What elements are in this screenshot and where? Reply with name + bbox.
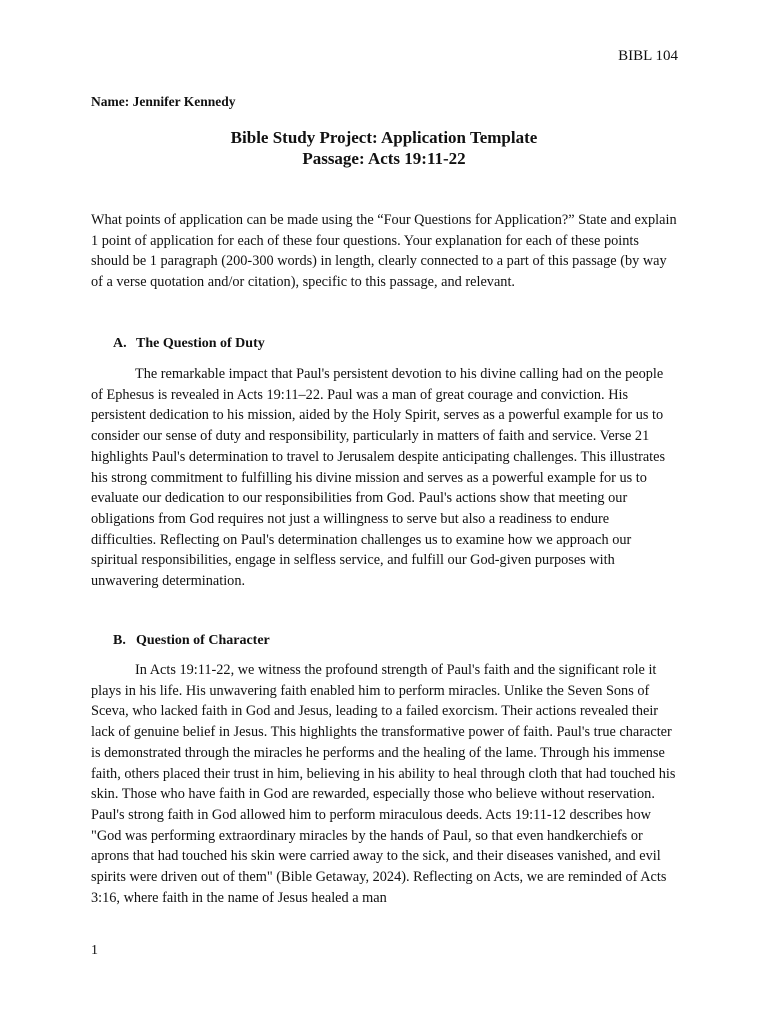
section-body-character: In Acts 19:11-22, we witness the profound strength of Paul's faith and the significant role it plays in his life. His unwavering faith enabled him to perform miracles. Unlike the Seven Sons of Sceva, who lacked faith in God and Jesus, leading to a failed exorcism. Their actions revealed their lack of genuine belief in Jesus. This highlights the transformative power of faith. Paul's true character is demonstrated through the miracles he performs and the healing of the lame. Through his immense faith, others placed their trust in him, believing in his ability to heal through cloth that had touched his skin. Those who have faith in God are rewarded, especially those who believe without reservation. Paul's strong faith in God allowed him to perform miraculous deeds. Acts 19:11-12 describes how "God was performing extraordinary miracles by the hands of Paul, so that even handkerchiefs or aprons that had touched his skin were carried away to the sick, and their diseases vanished, and evil spirits were driven out of them" (Bible Getaway, 2024). Reflecting on Acts, we are reminded of Acts 3:16, where faith in the name of Jesus healed a man bbox=[91, 662, 676, 906]
section-body-duty: The remarkable impact that Paul's persistent devotion to his divine calling had on the people of Ephesus is revealed in Acts 19:11–22. Paul was a man of great courage and conviction. His persistent dedication to his mission, aided by the Holy Spirit, serves as a powerful example for us to consider our sense of duty and responsibility, particularly in matters of faith and service. Verse 21 highlights Paul's determination to travel to Jerusalem despite anticipating challenges. This illustrates his strong commitment to fulfilling his divine mission and serves as a powerful example for us to evaluate our dedication to our responsibilities from God. Paul's actions show that meeting our obligations from God requires not just a willingness to serve but also a readiness to endure difficulties. Reflecting on Paul's determination challenges us to examine how we approach our spiritual responsibilities, engage in selfless service, and fulfill our God-given purposes with unwavering determination. bbox=[91, 366, 666, 590]
section-title: The Question of Duty bbox=[136, 336, 265, 351]
section-heading-duty bbox=[113, 335, 265, 353]
course-code: BIBL 104 bbox=[618, 48, 678, 64]
title-line-1: Bible Study Project: Application Template bbox=[230, 128, 538, 147]
instructions-paragraph: What points of application can be made using the “Four Questions for Application?” State and explain 1 point of application for each of these four questions. Your explanation for each of these points should be 1 paragraph (200-300 words) in length, clearly connected to a part of this passage (by way of a verse quotation and/or citation), specific to this passage, and relevant. bbox=[91, 212, 677, 291]
document-title bbox=[91, 127, 677, 169]
student-name: Name: Jennifer Kennedy bbox=[91, 94, 236, 109]
page-number: 1 bbox=[91, 943, 98, 958]
section-letter: A. bbox=[113, 336, 127, 351]
title-line-2: Passage: Acts 19:11-22 bbox=[302, 149, 466, 168]
section-heading-character bbox=[113, 632, 270, 650]
section-letter: B. bbox=[113, 633, 126, 648]
section-title: Question of Character bbox=[136, 633, 270, 648]
